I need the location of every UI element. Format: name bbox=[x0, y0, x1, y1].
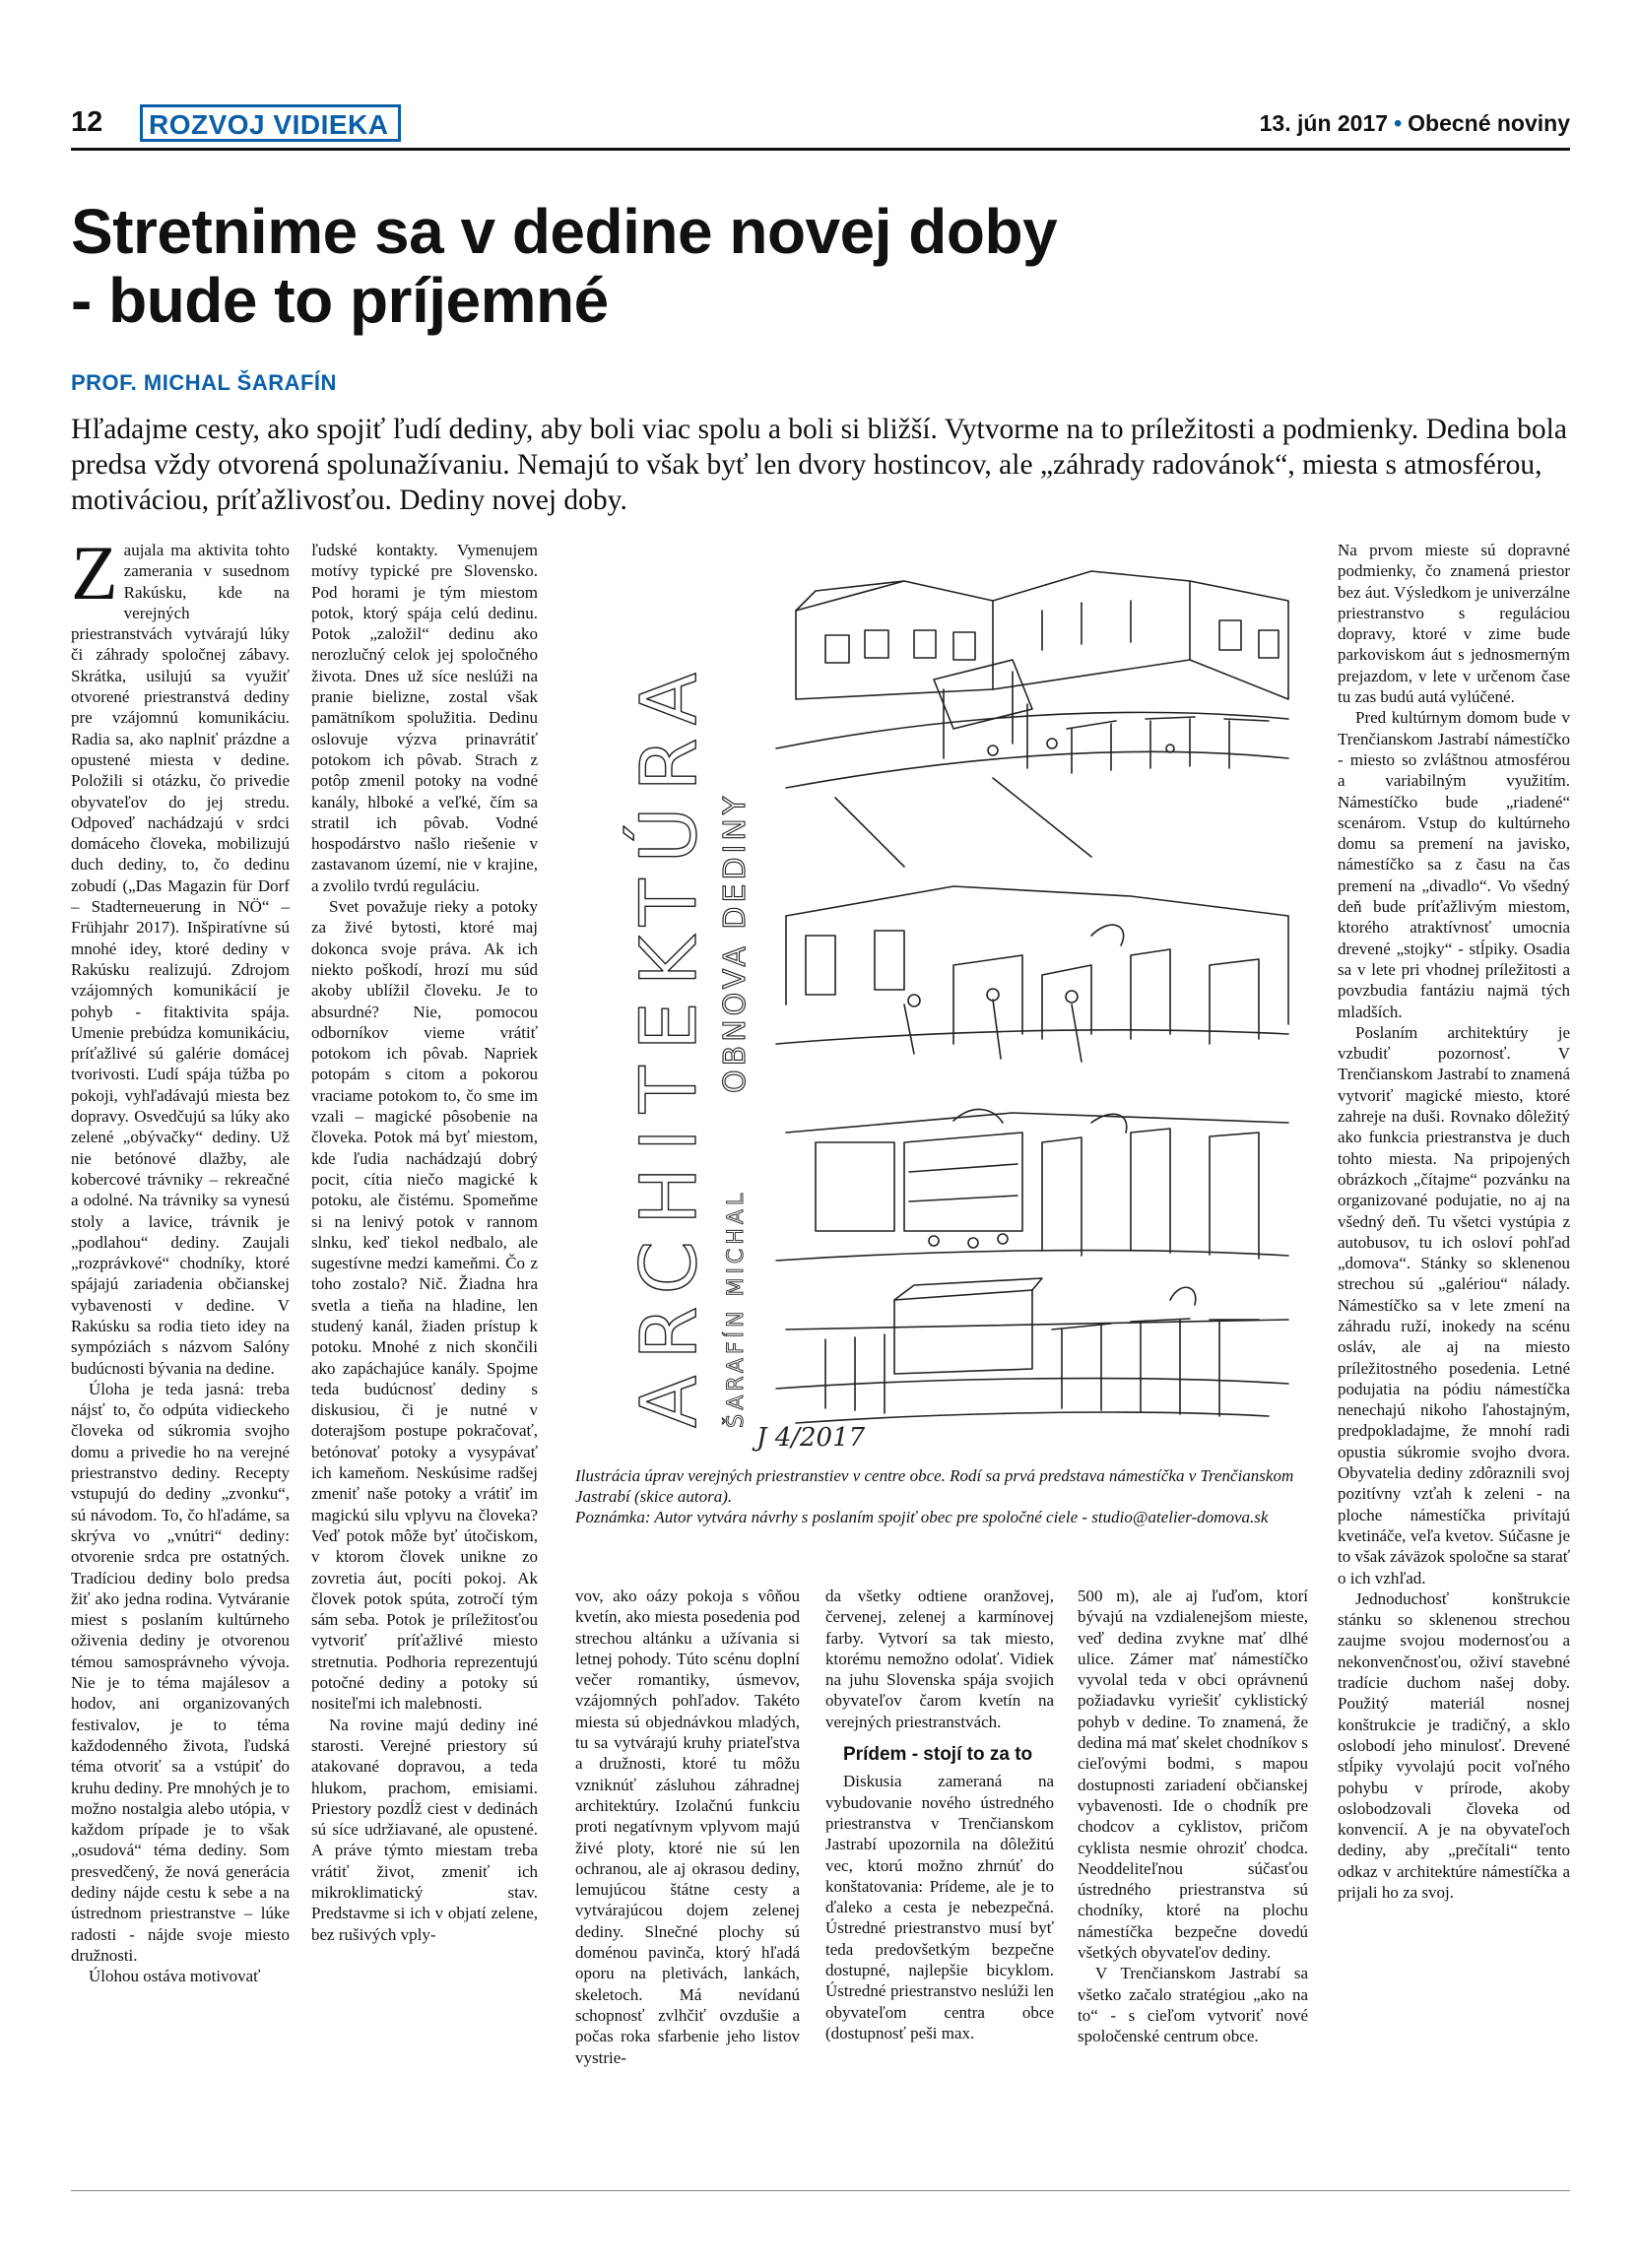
separator-dot: • bbox=[1394, 110, 1403, 136]
sketch-subtitle: OBNOVA DEDINY bbox=[718, 792, 753, 1093]
issue-date: 13. jún 2017 bbox=[1259, 110, 1389, 136]
page-number: 12 bbox=[71, 106, 103, 138]
section-tag: ROZVOJ VIDIEKA bbox=[140, 104, 401, 142]
column-4 bbox=[825, 1586, 1054, 2043]
paragraph: Na prvom mieste sú dopravné podmienky, čo znamená priestor bez áut. Výsledkom je univerzálne priestranstvo s reguláciou dopravy, ktoré v zime bude parkoviskom áut s jednosmerným prejazdom, v lete v určenom čase tu zas budú autá vylúčené. bbox=[1338, 541, 1570, 707]
paragraph: ľudské kontakty. Vymenujem motívy typické pre Slovensko. Pod horami je tým miestom potok, ktorý spája celú dedinu. Potok „založil“ dedinu ako nerozlučný celok jej spoločného života. Dnes už síce neslúži na pranie bielizne, zostal však pamätníkom spolužitia. Dedinu oslovuje výzva prinavrátiť potokom ich pôvab. Strach z potôp zmenil potoky na vodné kanály, hlboké a veľké, čím sa stratil ich pôvab. Vodné hospodárstvo našlo riešenie v zastavanom území, nie v krajine, a zvolilo tvrdú reguláciu. bbox=[311, 541, 538, 895]
paragraph: da všetky odtiene oranžovej, červenej, zelenej a karmínovej farby. Vytvorí sa tak miesto, ktorému nemožno odolať. Vidiek na juhu Slovenska spája svojich obyvateľov čarom kvetín na verejných priestranstvách. bbox=[825, 1587, 1054, 1731]
column-5 bbox=[1078, 1586, 1308, 2047]
paragraph-text: aujala ma aktivita tohto zamerania v susednom Rakúsku, kde na verejných priestranstvách vytvárajú lúky či záhrady spoločnej zábavy. Skrátka, usilujú sa využiť otvorené priestranstvá dediny pre vzájomnú komunikáciu. Radia sa, ako naplniť prázdne a opustené miesta v dedine. Položili si otázku, čo privedie obyvateľov do jej stredu. Odpoveď nachádzajú v srdci domáceho človeka, mobilizujú duch dediny, to, čo dedinu zobudí („Das Magazin für Dorf – Stadterneuerung in NÖ“ – Frühjahr 2017). Inšpiratívne sú mnohé idey, ktoré dediny v Rakúsku realizujú. Zdrojom vzájomných komunikácií je pohyb - fitaktivita spája. Umenie prebúdza komunikáciu, príťažlivé sú galérie domácej tvorivosti. Ľudí spája túžba po pokoji, vyhľadávajú miesta bez dopravy. Osvedčujú sa lúky ako zelené „obývačky“ dediny. Už nie betónové dlažby, ale kobercové trávniky – rekreačné a odolné. Na trávniky sa vynesú stoly a lavice, trávnik je „podlahou“ dediny. Zaujali „rozprávkové“ chodníky, ktoré spájajú zariadenia občianskej vybavenosti v dedine. V Rakúsku sa rodia tieto idey na sympóziách s názvom Salóny budúcnosti bývania na dedine. bbox=[71, 541, 290, 1378]
header-rule bbox=[71, 148, 1570, 151]
caption-line-1: Ilustrácia úprav verejných priestranstiev v centre obce. Rodí sa prvá predstava námestíčka v Trenčianskom Jastrabí (skice autora). bbox=[575, 1466, 1294, 1506]
column-3 bbox=[575, 1586, 800, 2068]
publication-name: Obecné noviny bbox=[1408, 110, 1570, 136]
paragraph: Úloha je teda jasná: treba nájsť to, čo odpúta vidieckeho človeka od súkromia svojho domu a privedie ho na verejné priestranstvo dediny. Recepty vstupujú do dediny „zvonku“, sú návodom. To, čo hľadáme, sa skrýva vo „vnútri“ dediny: otvorenie srdca pre ostatných. Tradíciou dediny bolo predsa žiť ako jedna rodina. Vytváranie miest s poslaním kultúrneho oživenia dediny je otvorenou témou samosprávneho vývoja. Nie je to téma majálesov a hodov, ani organizovaných festivalov, je to téma každodenného života, ľudská téma otvoriť sa a vstúpiť do kruhu dediny. Pre mnohých je to možno nostalgia alebo utópia, v každom prípade je to však „osudová“ téma dediny. Som presvedčený, že nová generácia dediny nájde cestu k sebe a na ústrednom priestranstve – lúke radosti - nájde svoje miesto družnosti. bbox=[71, 1379, 290, 1965]
sketch-signature: J 4/2017 bbox=[756, 1423, 866, 1453]
sketch-author: ŠARAFÍN MICHAL bbox=[724, 1189, 749, 1428]
paragraph: Pred kultúrnym domom bude v Trenčianskom Jastrabí námestíčko - miesto so zvláštnou atmosférou a variabilným využitím. Námestíčko bude „riadené“ scenárom. Vstup do kultúrneho domu sa premení na javisko, námestíčko sa z času na čas premení na „divadlo“. Vo všedný deň bude príťažlivým miestom, ktorého atraktívnosť umocnia drevené „stojky“ - stĺpiky. Osadia sa v lete pri vhodnej príležitosti a povzbudia fantáziu najmä tých mladších. bbox=[1338, 708, 1570, 1021]
subheading: Prídem - stojí to za to bbox=[843, 1744, 1033, 1766]
paragraph: Úlohou ostáva motivovať bbox=[89, 1967, 261, 1986]
headline-line-2: - bude to príjemné bbox=[71, 265, 609, 336]
drop-cap: Z bbox=[71, 530, 118, 616]
page-header bbox=[71, 102, 1570, 146]
lead-paragraph: Hľadajme cesty, ako spojiť ľudí dediny, aby boli viac spolu a boli si bližší. Vytvorme na to príležitosti a podmienky. Dedina bola predsa vždy otvorená spolunažívaniu. Nemajú to však byť len dvory hostincov, ale „záhrady radovánok“, miesta s atmosférou, motiváciou, príťažlivosťou. Dediny novej doby. bbox=[71, 414, 1567, 516]
paragraph: Jednoduchosť konštrukcie stánku so sklenenou strechou zaujme svojou modernosťou a nekonvenčnosťou, oživí stavebné tradície duchom našej doby. Použitý materiál nosnej konštrukcie je tradičný, a sklo oslobodí jeho minulosť. Drevené stĺpiky vyvolajú pocit voľného pohybu v prírode, akoby oslobodzovali človeka od konvencií. A je na obyvateľoch dediny, aby „prečítali“ tento odkaz v architektúre námestíčka a prijali ho za svoj. bbox=[1338, 1588, 1570, 1902]
paragraph: V Trenčianskom Jastrabí sa všetko začalo stratégiou „ako na to“ - s cieľom vytvoriť nové spoločenské centrum obce. bbox=[1078, 1964, 1308, 2046]
paragraph: Na rovine majú dediny iné starosti. Verejné priestory sú atakované dopravou, a teda hlukom, prachom, emisiami. Priestory pozdĺž ciest v dedinách sú síce udržiavané, ale opustené. A práve týmto miestam treba vrátiť život, zmeniť ich mikroklimatický stav. Predstavme si ich v objatí zelene, bez rušivých vply- bbox=[311, 1715, 538, 1944]
issue-info bbox=[1260, 110, 1570, 137]
paragraph: 500 m), ale aj ľuďom, ktorí bývajú na vzdialenejšom mieste, veď dedina zvykne mať dlhé ulice. Zámer mať námestíčko vyvolal teda v obci oprávnenú požiadavku vyriešiť cyklistický pohyb v dedine. To znamená, že dedina má mať skelet chodníkov s cieľovými bodmi, s mapou dostupnosti zariadení občianskej vybavenosti. Ide o chodník pre chodcov a cyklistov, pričom cyklista nesmie ohroziť chodca. Neoddeliteľnou súčasťou ústredného priestranstva sú chodníky, ktoré na plochu námestíčka bezpečne dovedú všetkých obyvateľov dediny. bbox=[1078, 1587, 1308, 1963]
illustration-caption bbox=[575, 1465, 1308, 1527]
paragraph: Svet považuje rieky a potoky za živé bytosti, ktoré maj dokonca svoje práva. Ak ich niekto poškodí, hrozí mu súd akoby ublížil človeku. Je to absurdné? Nie, pomocou odborníkov vieme vrátiť potokom ich pôvab. Napriek potopám s citom a pokorou vraciame potokom to, čo sme im vzali – magické pôsobenie na človeka. Potok má byť miestom, kde ľudia nachádzajú dobrý pocit, cítia niečo magické k potoku, ale čistému. Spomeňme si na lenivý potok v rannom slnku, keď tiekol nedbalo, ale sugestívne medzi kameňmi. Čo z toho zostalo? Nič. Žiadna hra svetla a tieňa na hladine, len studený kanál, žiaden prístup k potoku. Mnohé z nich skončili ako zapáchajúce kanály. Spojme teda budúcnosť dediny s diskusiou, či je nutné v doterajšom postupe pokračovať, betónovať potoky a vysypávať ich kameňom. Neskúsime radšej zmeniť naše potoky a vrátiť im magickú silu vplyvu na človeka? Veď potok môže byť útočiskom, v ktorom človek unikne zo zovretia áut, pocíti pokoj. Ak človek potok spúta, zotročí tým sám seba. Potok je príležitosťou vytvoriť príťažlivé miesto stretnutia. Podhoria reprezentujú potočné dediny a potoky sú nositeľmi ich malebnosti. bbox=[311, 897, 538, 1714]
column-6 bbox=[1338, 540, 1570, 1903]
paragraph: Poslaním architektúry je vzbudiť pozornosť. V Trenčianskom Jastrabí to znamená vytvoriť magické miesto, ktoré zahreje na duši. Rovnako dôležitý ako funkcia priestranstva je duch tohto miesta. Na pripojených obrázkoch „čítajme“ pozvánku na organizované podujatie, no aj na všedný deň. Tu všetci vystúpia z autobusov, tu ich osloví pohľad „domova“. Stánky so sklenenou strechou sú „galériou“ nálady. Námestíčko sa v lete zmení na záhradu ruží, inokedy na scénu osláv, ale aj na miesto príležitostného posedenia. Letné podujatia na pódiu námestíčka nenechajú nikoho ľahostajným, predpokladajme, že mnohí radi opustia súkromie svojho dvora. Obyvatelia dediny zdôraznili svoj pozitívny vzťah k zeleni - na ploche námestíčka privítajú kvetináče, veľa kvetov. Súčasne je to však záväzok spoločne sa starať o ich vzhľad. bbox=[1338, 1022, 1570, 1588]
sketch-scene-3 bbox=[776, 1109, 1288, 1261]
sketch-scene-2 bbox=[776, 886, 1288, 1062]
column-2 bbox=[311, 540, 538, 1945]
sketch-scene-4 bbox=[776, 1278, 1288, 1423]
paragraph: Diskusia zameraná na vybudovanie nového ústredného priestranstva v Trenčianskom Jastrabí upozornila na dôležitú vec, ktorú možno zhrnúť do konštatovania: Prídeme, ale je to ďaleko a cesta je nebezpečná. Ústredné priestranstvo musí byť teda predovšetkým bezpečne dostupné, najlepšie bicyklom. Ústredné priestranstvo neslúži len obyvateľom centra obce (dostupnosť peši max. bbox=[825, 1772, 1054, 2042]
paragraph bbox=[71, 530, 290, 1379]
headline bbox=[71, 197, 1570, 335]
headline-line-1: Stretnime sa v dedine novej doby bbox=[71, 196, 1058, 267]
byline: PROF. MICHAL ŠARAFÍN bbox=[71, 370, 337, 395]
column-1 bbox=[71, 530, 290, 1986]
bottom-rule bbox=[71, 2190, 1570, 2191]
sketch-title: ARCHITEKTÚRA bbox=[625, 657, 714, 1428]
caption-line-2: Poznámka: Autor vytvára návrhy s poslaním spojiť obec pre spoločné ciele - studio@atelier-domova.sk bbox=[575, 1508, 1269, 1526]
paragraph: vov, ako oázy pokoja s vôňou kvetín, ako miesta posedenia pod strechou altánku a užívania si letnej pohody. Túto scénu doplní večer romantiky, úsmevov, vzájomných pohľadov. Takéto miesta sú objednávkou mladých, tu sa vytvárajú kruhy priateľstva a družnosti, ktoré tu môžu vzniknúť zásluhou záhradnej architektúry. Izolačnú funkciu proti negatívnym vplyvom majú živé ploty, ktoré nie sú len ochranou, ale aj okrasou dediny, lemujúcou štátne cesty a vytvárajúcou dojem zelenej dediny. Slnečné plochy sú doménou pavinča, ktorý hľadá oporu na pletivách, lankách, skeletoch. Má nevídanú schopnosť zvlhčiť ovzdušie a počas roka sfarbenie jeho listov vystrie- bbox=[575, 1587, 800, 2067]
sketch-scene-1 bbox=[776, 571, 1288, 867]
sketch-drawing bbox=[579, 542, 1306, 1458]
sketch-illustration bbox=[579, 542, 1306, 1458]
